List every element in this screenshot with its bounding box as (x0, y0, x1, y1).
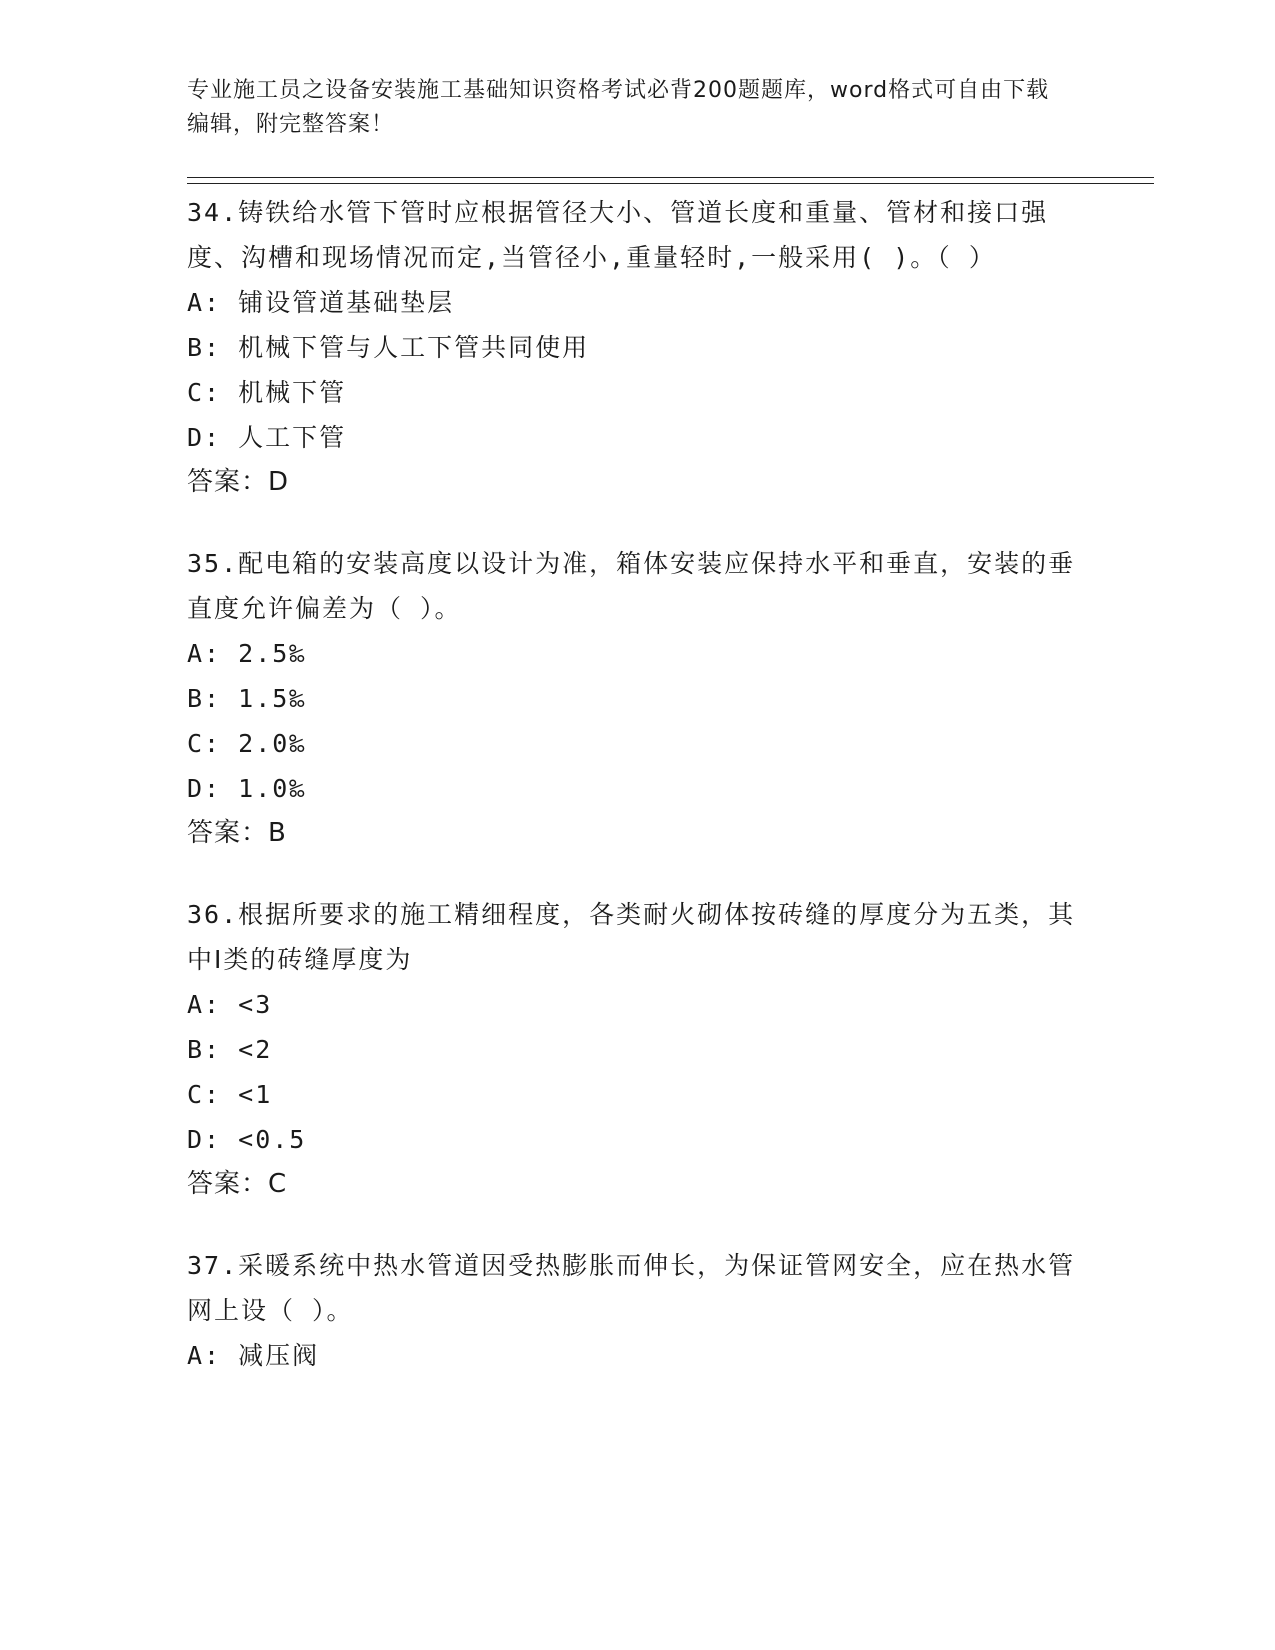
answer-label: 答案：D (187, 467, 290, 497)
option-d: D: 1.0‰ (187, 774, 307, 803)
question-list (187, 190, 1077, 1414)
option-b: B: <2 (187, 1035, 273, 1064)
option-a: A: 2.5‰ (187, 639, 307, 668)
option-d: D: <0.5 (187, 1125, 307, 1154)
option-c: C: <1 (187, 1080, 273, 1109)
header-divider-top (187, 177, 1154, 178)
option-d: D: 人工下管 (187, 423, 347, 452)
question-stem: 37.采暖系统中热水管道因受热膨胀而伸长，为保证管网安全，应在热水管网上设（ ）。 (187, 1251, 1076, 1325)
option-c: C: 2.0‰ (187, 729, 307, 758)
question-37 (187, 1243, 1077, 1378)
question-36 (187, 892, 1077, 1207)
header-divider-bottom (187, 183, 1154, 184)
question-35 (187, 541, 1077, 856)
answer-label: 答案：B (187, 818, 287, 848)
document-header: 专业施工员之设备安装施工基础知识资格考试必背200题题库，word格式可自由下载编辑，附完整答案！ (187, 78, 1050, 137)
option-a: A: 减压阀 (187, 1341, 320, 1370)
question-stem: 36.根据所要求的施工精细程度，各类耐火砌体按砖缝的厚度分为五类，其中Ⅰ类的砖缝厚度为 (187, 900, 1076, 974)
question-stem: 35.配电箱的安装高度以设计为准，箱体安装应保持水平和垂直，安装的垂直度允许偏差为（ ）。 (187, 549, 1076, 623)
option-c: C: 机械下管 (187, 378, 347, 407)
option-a: A: <3 (187, 990, 273, 1019)
answer-label: 答案：C (187, 1169, 288, 1199)
option-b: B: 1.5‰ (187, 684, 307, 713)
option-a: A: 铺设管道基础垫层 (187, 288, 455, 317)
option-b: B: 机械下管与人工下管共同使用 (187, 333, 590, 362)
question-stem: 34.铸铁给水管下管时应根据管径大小、管道长度和重量、管材和接口强度、沟槽和现场情况而定,当管径小,重量轻时,一般采用( )。（ ） (187, 198, 1049, 272)
question-34 (187, 190, 1077, 505)
